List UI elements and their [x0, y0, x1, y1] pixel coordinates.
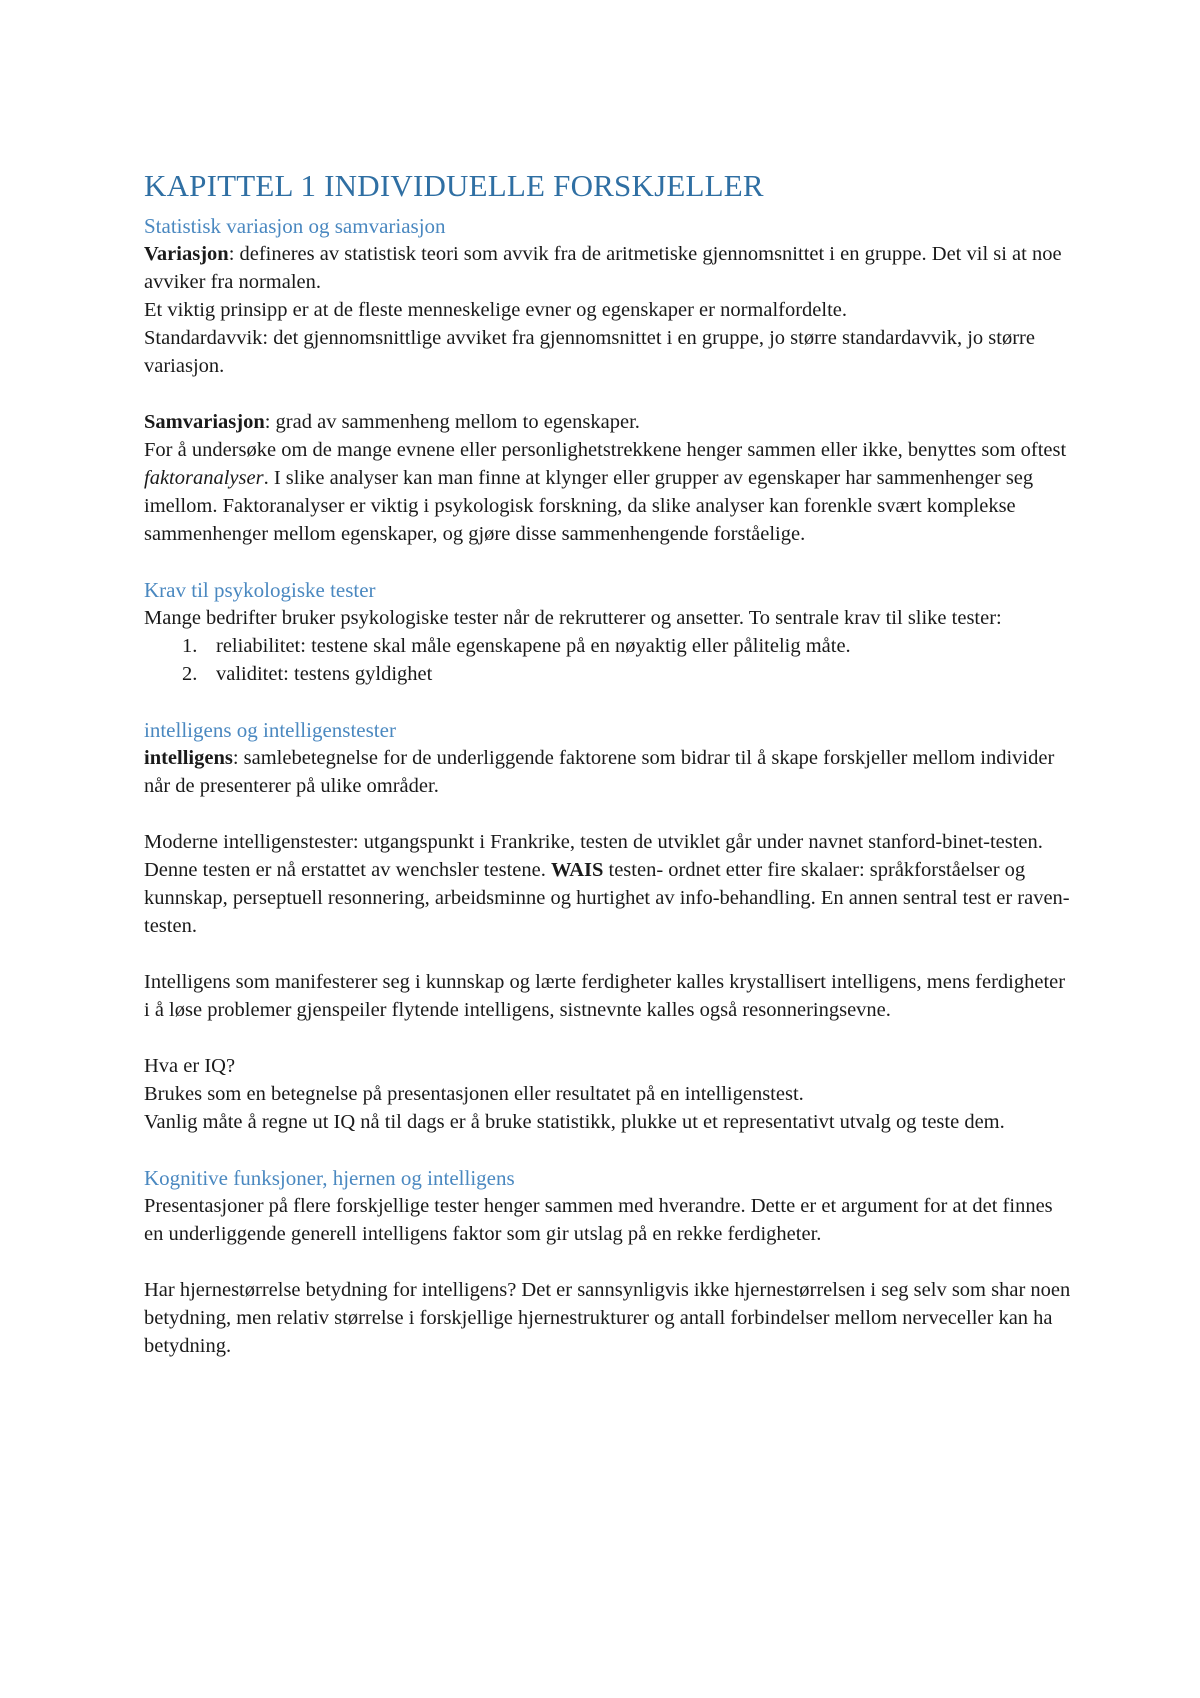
section-heading-intelligens: intelligens og intelligenstester [144, 718, 396, 742]
term-variasjon: Variasjon [144, 243, 229, 265]
paragraph-krav: Mange bedrifter bruker psykologiske tester når de rekrutterer og ansetter. To sentrale krav til slike tester: [144, 607, 1002, 629]
text-tester-a: Moderne intelligenstester: utgangspunkt i Frankrike, testen de utviklet går under navnet stanford-binet-testen. Denne testen er nå erstattet av wenchsler testene. [144, 831, 1043, 881]
paragraph-intelligenstester [144, 828, 1074, 940]
term-faktoranalyser: faktoranalyser [144, 467, 264, 489]
list-text: validitet: testens gyldighet [216, 663, 433, 685]
paragraph-faktoranalyser [144, 436, 1074, 548]
term-intelligens: intelligens [144, 747, 233, 769]
list-text: reliabilitet: testene skal måle egenskapene på en nøyaktig eller pålitelig måte. [216, 635, 851, 657]
requirements-list [144, 632, 1074, 688]
list-number: 1. [182, 635, 198, 657]
section-heading-krav: Krav til psykologiske tester [144, 578, 376, 602]
section-heading-kognitive: Kognitive funksjoner, hjernen og intelligens [144, 1166, 515, 1190]
paragraph-intelligens-def [144, 744, 1074, 800]
term-wais: WAIS [550, 859, 604, 881]
list-number: 2. [182, 663, 198, 685]
term-samvariasjon: Samvariasjon [144, 411, 265, 433]
paragraph-generell-intelligens: Presentasjoner på flere forskjellige tester henger sammen med hverandre. Dette er et argument for at det finnes en underliggende generell intelligens faktor som gir utslag på en rekke ferdigheter. [144, 1195, 1053, 1245]
paragraph-samvariasjon [144, 408, 1074, 436]
text-faktor-b: . I slike analyser kan man finne at klynger eller grupper av egenskaper har sammenhenger seg imellom. Faktoranalyser er viktig i psykologisk forskning, da slike analyser kan forenkle svært komplekse sammenhenger mellom egenskaper, og gjøre disse sammenhengende forståelige. [144, 467, 1034, 545]
text-variasjon: : defineres av statistisk teori som avvik fra de aritmetiske gjennomsnittet i en gruppe. Det vil si at noe avviker fra normalen. [144, 243, 1062, 293]
list-item [144, 632, 1074, 660]
paragraph-hjernestorrelse: Har hjernestørrelse betydning for intelligens? Det er sannsynligvis ikke hjernestørrelsen i seg selv som shar noen betydning, men relativ størrelse i forskjellige hjernestrukturer og antall forbindelser mellom nerveceller kan ha betydning. [144, 1279, 1071, 1357]
text-faktor-a: For å undersøke om de mange evnene eller personlighetstrekkene henger sammen eller ikke, benyttes som oftest [144, 439, 1067, 461]
text-samvariasjon: : grad av sammenheng mellom to egenskaper. [264, 411, 640, 433]
paragraph-iq-definition: Brukes som en betegnelse på presentasjonen eller resultatet på en intelligenstest. [144, 1083, 804, 1105]
section-heading-variasjon: Statistisk variasjon og samvariasjon [144, 214, 446, 238]
paragraph-variasjon [144, 240, 1074, 296]
paragraph-krystallisert: Intelligens som manifesterer seg i kunnskap og lærte ferdigheter kalles krystallisert intelligens, mens ferdigheter i å løse problemer gjenspeiler flytende intelligens, sistnevnte kalles også resonneringsevne. [144, 971, 1066, 1021]
text-intelligens: : samlebetegnelse for de underliggende faktorene som bidrar til å skape forskjeller mellom individer når de presenterer på ulike områder. [144, 747, 1055, 797]
list-item [144, 660, 1074, 688]
document-body [144, 166, 1074, 1360]
paragraph-iq-method: Vanlig måte å regne ut IQ nå til dags er å bruke statistikk, plukke ut et representativt utvalg og teste dem. [144, 1111, 1005, 1133]
paragraph-iq-question: Hva er IQ? [144, 1055, 236, 1077]
paragraph-normalfordelt: Et viktig prinsipp er at de fleste menneskelige evner og egenskaper er normalfordelte. [144, 299, 848, 321]
chapter-title: KAPITTEL 1 INDIVIDUELLE FORSKJELLER [144, 168, 764, 203]
paragraph-standardavvik: Standardavvik: det gjennomsnittlige avviket fra gjennomsnittet i en gruppe, jo større standardavvik, jo større variasjon. [144, 327, 1035, 377]
text-tester-b: testen- ordnet etter fire skalaer: språkforståelser og kunnskap, perseptuell resonnering, arbeidsminne og hurtighet av info-behandling. En annen sentral test er raven-testen. [144, 859, 1070, 937]
